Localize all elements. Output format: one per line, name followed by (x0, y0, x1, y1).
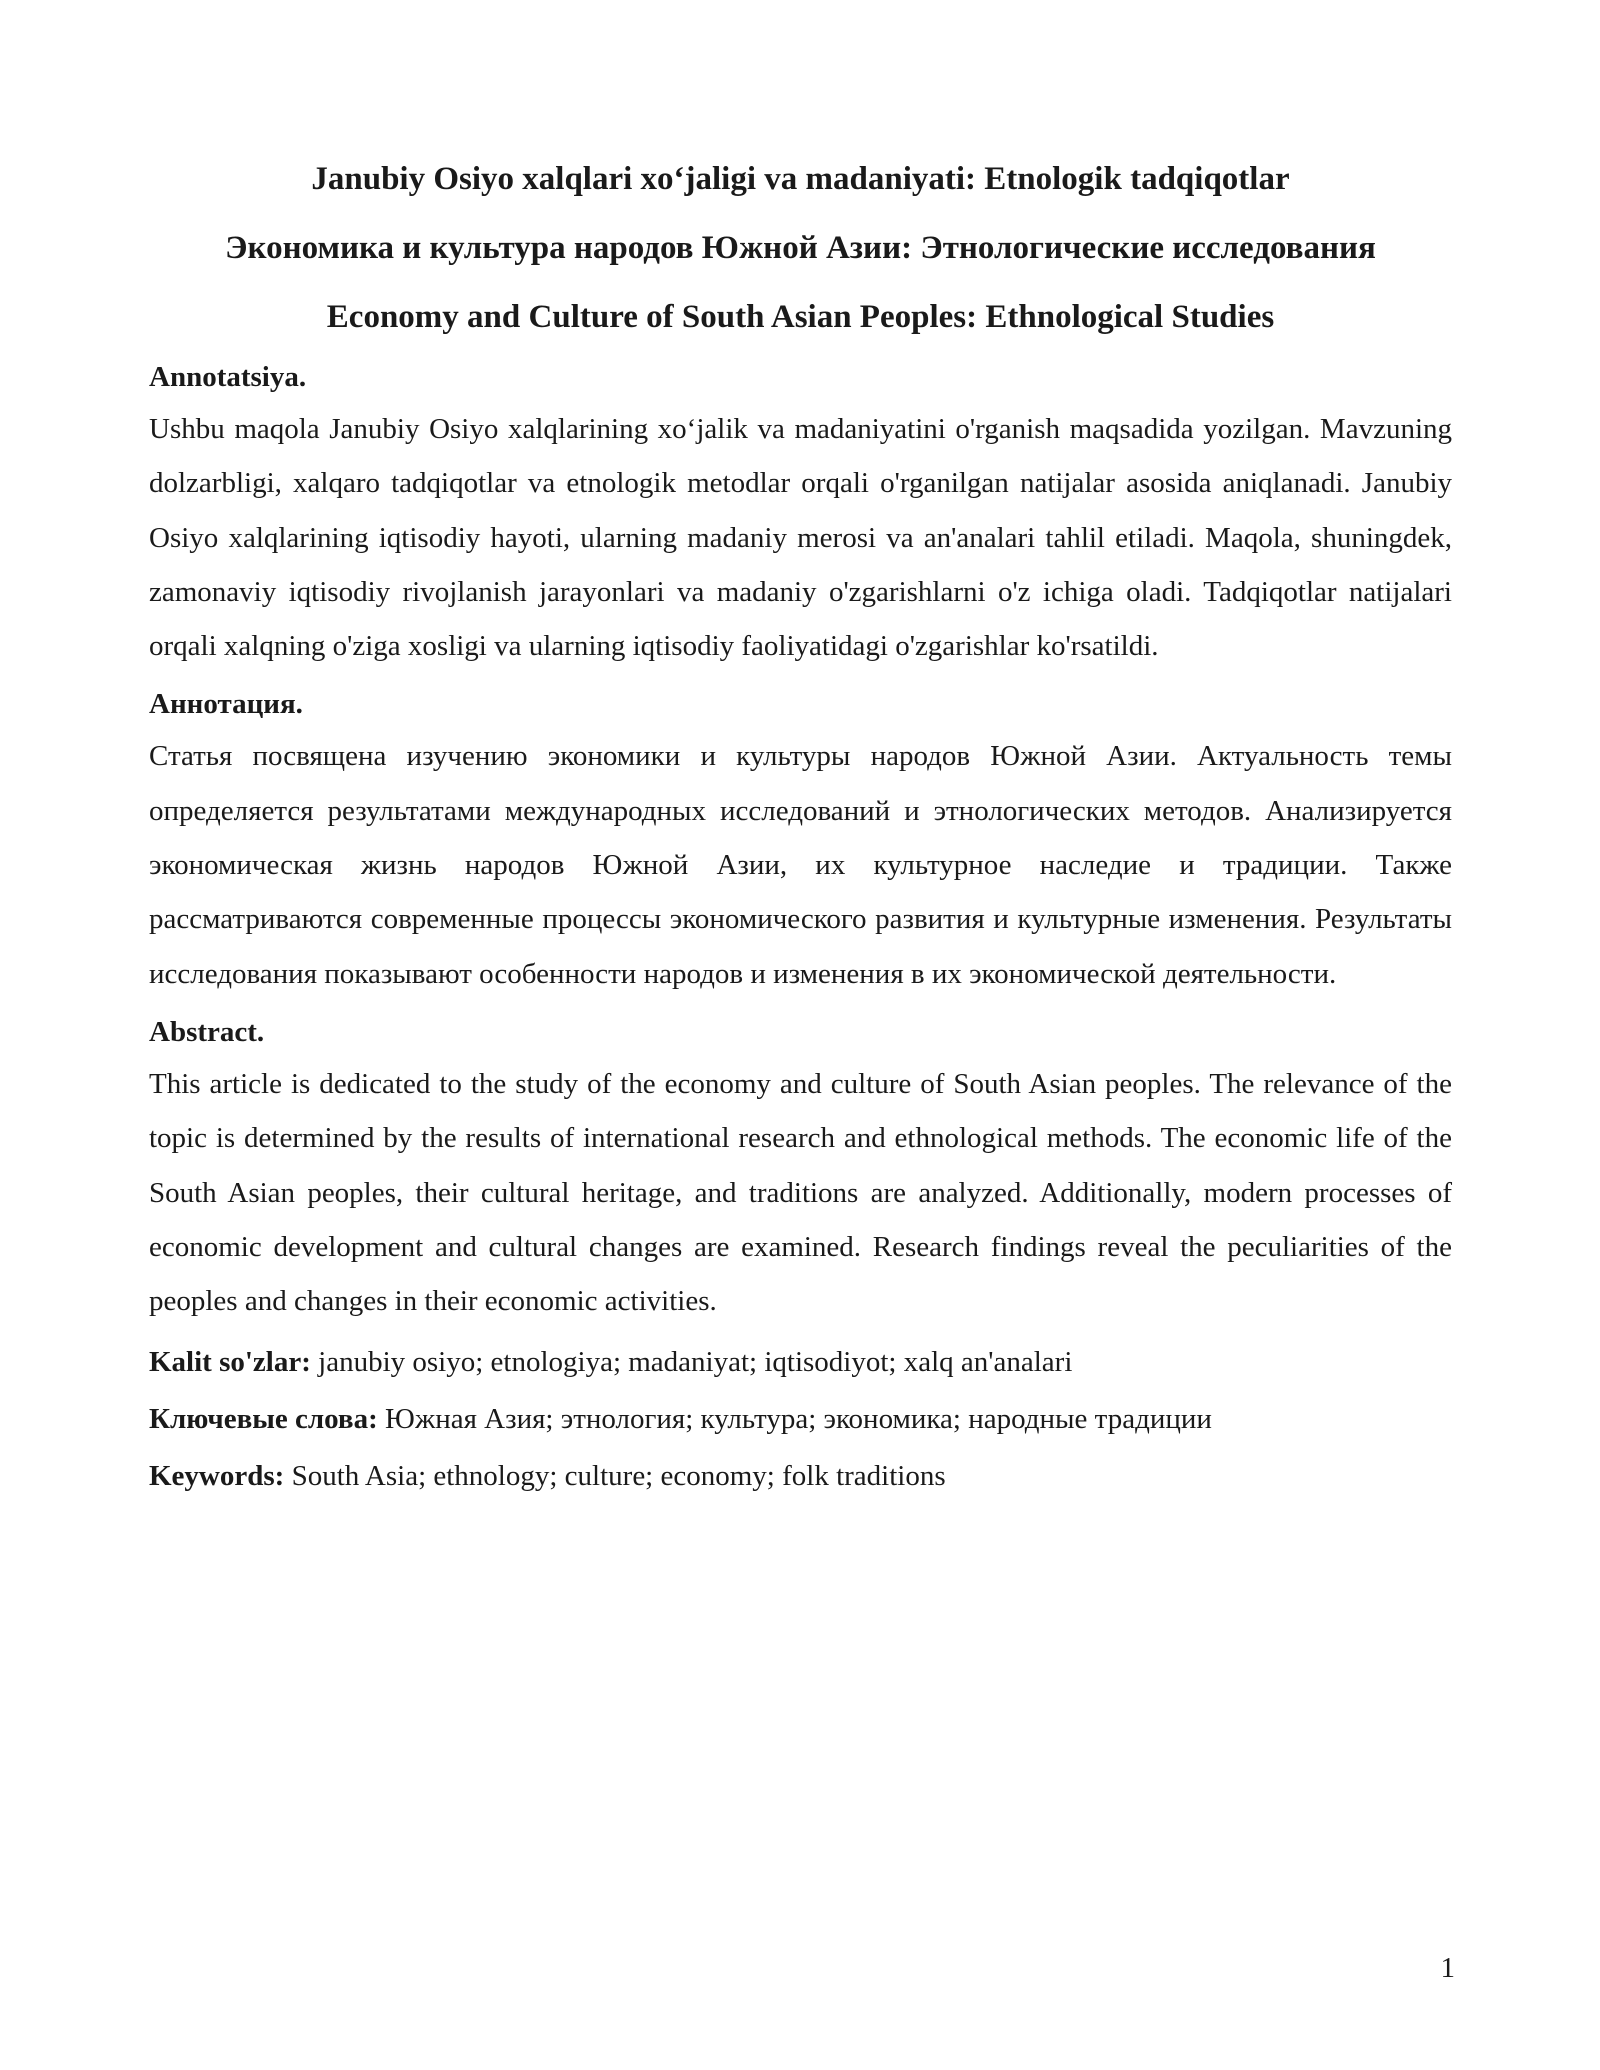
keywords-ru (149, 1391, 1452, 1448)
page-number: 1 (1440, 1952, 1455, 1984)
keywords-ru-value: Южная Азия; этнология; культура; экономика; народные традиции (377, 1403, 1212, 1436)
keywords-uz-value: janubiy osiyo; etnologiya; madaniyat; iqtisodiyot; xalq an'analari (310, 1346, 1073, 1379)
title-russian: Экономика и культура народов Южной Азии: Этнологические исследования (225, 230, 1376, 266)
abstract-ru-text: Статья посвящена изучению экономики и культуры народов Южной Азии. Актуальность темы определяется результатами международных исследований и этнологических методов. Анализируется экономическая жизнь народов Южной Азии, их культурное наследие и традиции. Также рассматриваются современные процессы экономического развития и культурные изменения. Результаты исследования показывают особенности народов и изменения в их экономической деятельности. (149, 740, 1452, 990)
keywords-en (149, 1448, 1452, 1505)
abstract-en-heading: Abstract. (149, 1015, 265, 1048)
article-body (149, 145, 1452, 1505)
title-uzbek: Janubiy Osiyo xalqlari xo‘jaligi va madaniyati: Etnologik tadqiqotlar (311, 161, 1290, 197)
abstract-ru-heading: Аннотация. (149, 688, 303, 721)
keywords-en-value: South Asia; ethnology; culture; economy; folk traditions (284, 1460, 946, 1493)
keywords-uz-label: Kalit so'zlar: (149, 1346, 311, 1379)
title-english: Economy and Culture of South Asian Peoples: Ethnological Studies (326, 299, 1275, 335)
abstract-uz-text: Ushbu maqola Janubiy Osiyo xalqlarining xo‘jalik va madaniyatini o'rganish maqsadida yozilgan. Mavzuning dolzarbligi, xalqaro tadqiqotlar va etnologik metodlar orqali o'rganilgan natijalar asosida aniqlanadi. Janubiy Osiyo xalqlarining iqtisodiy hayoti, ularning madaniy merosi va an'analari tahlil etiladi. Maqola, shuningdek, zamonaviy iqtisodiy rivojlanish jarayonlari va madaniy o'zgarishlarni o'z ichiga oladi. Tadqiqotlar natijalari orqali xalqning o'ziga xosligi va ularning iqtisodiy faoliyatidagi o'zgarishlar ko'rsatildi. (149, 413, 1452, 663)
keywords-ru-label: Ключевые слова: (149, 1403, 378, 1436)
keywords-uz (149, 1334, 1452, 1391)
abstract-uz-heading: Annotatsiya. (149, 361, 307, 393)
keywords-en-label: Keywords: (149, 1460, 285, 1493)
abstract-en-text: This article is dedicated to the study of the economy and culture of South Asian peoples. The relevance of the topic is determined by the results of international research and ethnological methods. The economic life of the South Asian peoples, their cultural heritage, and traditions are analyzed. Additionally, modern processes of economic development and cultural changes are examined. Research findings reveal the peculiarities of the peoples and changes in their economic activities. (149, 1067, 1452, 1318)
